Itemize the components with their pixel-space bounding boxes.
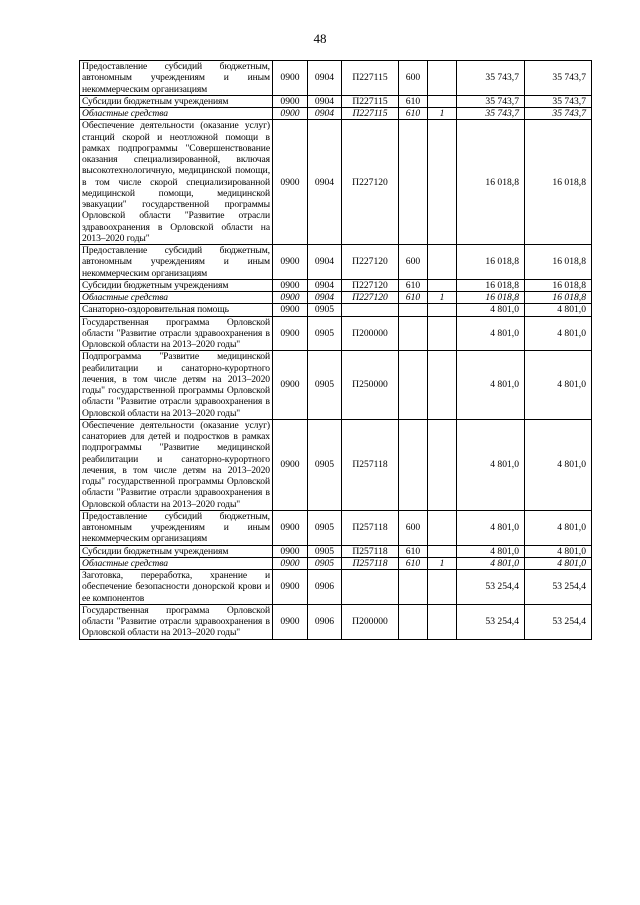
- table-row: [80, 316, 592, 351]
- expense-type-cell: [399, 419, 428, 510]
- section-code-cell: 0900: [273, 351, 308, 420]
- section-code-cell: 0900: [273, 316, 308, 351]
- amount-cell-1: 16 018,8: [457, 245, 525, 280]
- expense-name-cell: Обеспечение деятельности (оказание услуг) санаториев для детей и подростков в рамках подпрограммы "Развитие медицинской реабилитации и санаторно-курортного лечения, в том числе детям на 2013–2020 годы" государственной программы Орловской области "Развитие отрасли здравоохранения в Орловской области на 2013–2020 годы": [80, 419, 273, 510]
- table-row: [80, 108, 592, 120]
- amount-cell-2: 4 801,0: [525, 557, 592, 569]
- expense-type-cell: 600: [399, 510, 428, 545]
- amount-cell-2: 16 018,8: [525, 279, 592, 291]
- expense-type-cell: 610: [399, 108, 428, 120]
- budget-table: [79, 60, 592, 640]
- amount-cell-2: 16 018,8: [525, 292, 592, 304]
- table-row: [80, 304, 592, 316]
- funding-source-cell: [428, 95, 457, 107]
- target-article-cell: П227115: [342, 95, 399, 107]
- expense-name-cell: Подпрограмма "Развитие медицинской реабилитации и санаторно-курортного лечения, в том числе детям на 2013–2020 годы" государственной программы Орловской области "Развитие отрасли здравоохранения в Орловской области на 2013–2020 годы": [80, 351, 273, 420]
- target-article-cell: [342, 304, 399, 316]
- amount-cell-2: 16 018,8: [525, 120, 592, 245]
- expense-type-cell: [399, 304, 428, 316]
- expense-name-cell: Санаторно-оздоровительная помощь: [80, 304, 273, 316]
- amount-cell-1: 16 018,8: [457, 292, 525, 304]
- target-article-cell: П257118: [342, 557, 399, 569]
- table-row: [80, 557, 592, 569]
- funding-source-cell: [428, 351, 457, 420]
- expense-type-cell: 610: [399, 557, 428, 569]
- section-code-cell: 0900: [273, 61, 308, 96]
- section-code-cell: 0900: [273, 419, 308, 510]
- subsection-code-cell: 0904: [308, 292, 342, 304]
- expense-type-cell: 610: [399, 279, 428, 291]
- section-code-cell: 0900: [273, 108, 308, 120]
- subsection-code-cell: 0904: [308, 95, 342, 107]
- expense-name-cell: Предоставление субсидий бюджетным, автономным учреждениям и иным некоммерческим организациям: [80, 245, 273, 280]
- table-row: [80, 120, 592, 245]
- table-row: [80, 604, 592, 639]
- amount-cell-1: 35 743,7: [457, 108, 525, 120]
- expense-type-cell: 610: [399, 292, 428, 304]
- funding-source-cell: 1: [428, 557, 457, 569]
- subsection-code-cell: 0906: [308, 570, 342, 605]
- funding-source-cell: 1: [428, 292, 457, 304]
- amount-cell-1: 35 743,7: [457, 95, 525, 107]
- target-article-cell: П227120: [342, 245, 399, 280]
- subsection-code-cell: 0905: [308, 316, 342, 351]
- amount-cell-2: 4 801,0: [525, 545, 592, 557]
- expense-name-cell: Государственная программа Орловской области "Развитие отрасли здравоохранения в Орловской области на 2013–2020 годы": [80, 604, 273, 639]
- table-row: [80, 95, 592, 107]
- table-row: [80, 292, 592, 304]
- expense-type-cell: 600: [399, 61, 428, 96]
- subsection-code-cell: 0904: [308, 108, 342, 120]
- amount-cell-2: 35 743,7: [525, 95, 592, 107]
- target-article-cell: П257118: [342, 545, 399, 557]
- expense-type-cell: 610: [399, 95, 428, 107]
- expense-type-cell: [399, 570, 428, 605]
- funding-source-cell: [428, 570, 457, 605]
- amount-cell-1: 53 254,4: [457, 570, 525, 605]
- expense-name-cell: Областные средства: [80, 108, 273, 120]
- amount-cell-2: 4 801,0: [525, 316, 592, 351]
- target-article-cell: П250000: [342, 351, 399, 420]
- expense-name-cell: Обеспечение деятельности (оказание услуг) станций скорой и неотложной помощи в рамках подпрограммы "Совершенствование оказания специализированной, включая высокотехнологичную, медицинской помощи, в том числе скорой специализированной медицинской помощи, медицинской эвакуации" государственной программы Орловской области "Развитие отрасли здравоохранения в Орловской области на 2013–2020 годы": [80, 120, 273, 245]
- expense-type-cell: [399, 351, 428, 420]
- expense-name-cell: Субсидии бюджетным учреждениям: [80, 279, 273, 291]
- amount-cell-1: 35 743,7: [457, 61, 525, 96]
- amount-cell-2: 4 801,0: [525, 304, 592, 316]
- table-row: [80, 419, 592, 510]
- amount-cell-1: 4 801,0: [457, 351, 525, 420]
- amount-cell-1: 4 801,0: [457, 557, 525, 569]
- funding-source-cell: [428, 120, 457, 245]
- amount-cell-1: 4 801,0: [457, 419, 525, 510]
- subsection-code-cell: 0904: [308, 61, 342, 96]
- subsection-code-cell: 0904: [308, 245, 342, 280]
- expense-name-cell: Субсидии бюджетным учреждениям: [80, 545, 273, 557]
- funding-source-cell: [428, 545, 457, 557]
- budget-table-body: [80, 61, 592, 640]
- expense-name-cell: Областные средства: [80, 557, 273, 569]
- amount-cell-2: 53 254,4: [525, 604, 592, 639]
- section-code-cell: 0900: [273, 279, 308, 291]
- expense-name-cell: Субсидии бюджетным учреждениям: [80, 95, 273, 107]
- target-article-cell: П227120: [342, 292, 399, 304]
- subsection-code-cell: 0905: [308, 510, 342, 545]
- target-article-cell: П257118: [342, 510, 399, 545]
- expense-type-cell: 610: [399, 545, 428, 557]
- expense-type-cell: [399, 120, 428, 245]
- table-row: [80, 570, 592, 605]
- amount-cell-1: 16 018,8: [457, 279, 525, 291]
- section-code-cell: 0900: [273, 545, 308, 557]
- subsection-code-cell: 0906: [308, 604, 342, 639]
- funding-source-cell: [428, 419, 457, 510]
- subsection-code-cell: 0904: [308, 279, 342, 291]
- amount-cell-2: 4 801,0: [525, 419, 592, 510]
- table-row: [80, 61, 592, 96]
- subsection-code-cell: 0905: [308, 419, 342, 510]
- section-code-cell: 0900: [273, 570, 308, 605]
- table-row: [80, 545, 592, 557]
- expense-name-cell: Предоставление субсидий бюджетным, автономным учреждениям и иным некоммерческим организациям: [80, 510, 273, 545]
- table-row: [80, 279, 592, 291]
- target-article-cell: [342, 570, 399, 605]
- amount-cell-2: 16 018,8: [525, 245, 592, 280]
- section-code-cell: 0900: [273, 292, 308, 304]
- amount-cell-1: 4 801,0: [457, 545, 525, 557]
- section-code-cell: 0900: [273, 510, 308, 545]
- amount-cell-1: 53 254,4: [457, 604, 525, 639]
- expense-type-cell: [399, 316, 428, 351]
- section-code-cell: 0900: [273, 245, 308, 280]
- amount-cell-2: 4 801,0: [525, 351, 592, 420]
- target-article-cell: П257118: [342, 419, 399, 510]
- target-article-cell: П227115: [342, 108, 399, 120]
- funding-source-cell: 1: [428, 108, 457, 120]
- amount-cell-2: 35 743,7: [525, 108, 592, 120]
- page-number: 48: [313, 31, 327, 46]
- expense-name-cell: Государственная программа Орловской области "Развитие отрасли здравоохранения в Орловской области на 2013–2020 годы": [80, 316, 273, 351]
- subsection-code-cell: 0905: [308, 304, 342, 316]
- subsection-code-cell: 0905: [308, 557, 342, 569]
- expense-type-cell: 600: [399, 245, 428, 280]
- amount-cell-1: 16 018,8: [457, 120, 525, 245]
- section-code-cell: 0900: [273, 557, 308, 569]
- amount-cell-2: 4 801,0: [525, 510, 592, 545]
- amount-cell-2: 35 743,7: [525, 61, 592, 96]
- table-row: [80, 351, 592, 420]
- subsection-code-cell: 0905: [308, 351, 342, 420]
- subsection-code-cell: 0905: [308, 545, 342, 557]
- amount-cell-1: 4 801,0: [457, 510, 525, 545]
- target-article-cell: П227120: [342, 279, 399, 291]
- funding-source-cell: [428, 316, 457, 351]
- target-article-cell: П227120: [342, 120, 399, 245]
- target-article-cell: П200000: [342, 316, 399, 351]
- table-row: [80, 245, 592, 280]
- target-article-cell: П200000: [342, 604, 399, 639]
- funding-source-cell: [428, 304, 457, 316]
- expense-name-cell: Предоставление субсидий бюджетным, автономным учреждениям и иным некоммерческим организациям: [80, 61, 273, 96]
- expense-name-cell: Областные средства: [80, 292, 273, 304]
- funding-source-cell: [428, 604, 457, 639]
- amount-cell-2: 53 254,4: [525, 570, 592, 605]
- section-code-cell: 0900: [273, 120, 308, 245]
- section-code-cell: 0900: [273, 95, 308, 107]
- amount-cell-1: 4 801,0: [457, 316, 525, 351]
- section-code-cell: 0900: [273, 304, 308, 316]
- funding-source-cell: [428, 61, 457, 96]
- subsection-code-cell: 0904: [308, 120, 342, 245]
- expense-type-cell: [399, 604, 428, 639]
- table-row: [80, 510, 592, 545]
- amount-cell-1: 4 801,0: [457, 304, 525, 316]
- funding-source-cell: [428, 510, 457, 545]
- expense-name-cell: Заготовка, переработка, хранение и обеспечение безопасности донорской крови и ее компонентов: [80, 570, 273, 605]
- funding-source-cell: [428, 245, 457, 280]
- target-article-cell: П227115: [342, 61, 399, 96]
- funding-source-cell: [428, 279, 457, 291]
- section-code-cell: 0900: [273, 604, 308, 639]
